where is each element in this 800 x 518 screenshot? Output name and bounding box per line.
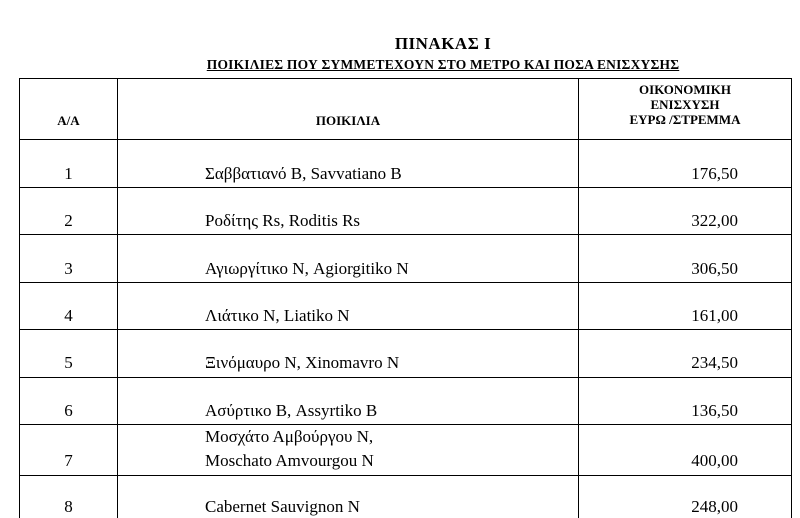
variety-name: Cabernet Sauvignon N xyxy=(205,497,360,516)
row-number: 7 xyxy=(64,451,73,470)
header-aa: Α/Α xyxy=(57,113,80,128)
header-divider xyxy=(19,139,792,140)
support-amount: 400,00 xyxy=(691,451,738,470)
row-number: 1 xyxy=(64,164,73,183)
support-amount: 322,00 xyxy=(691,211,738,230)
support-amount: 161,00 xyxy=(691,306,738,325)
header-support xyxy=(579,82,791,127)
variety-name-line1: Μοσχάτο Αμβούργου Ν, xyxy=(205,427,374,446)
support-amount: 248,00 xyxy=(691,497,738,516)
variety-name: Ξινόμαυρο Ν, Xinomavro N xyxy=(205,353,400,372)
header-support-line2: ΕΝΙΣΧΥΣΗ xyxy=(650,97,720,112)
col-divider xyxy=(117,78,118,518)
table-border-top xyxy=(19,78,792,79)
header-variety: ΠΟΙΚΙΛΙΑ xyxy=(315,113,381,128)
support-amount: 234,50 xyxy=(691,353,738,372)
document-subtitle: ΠΟΙΚΙΛΙΕΣ ΠΟΥ ΣΥΜΜΕΤΕΧΟΥΝ ΣΤΟ ΜΕΤΡΟ ΚΑΙ ΠΟΣΑ ΕΝΙΣΧΥΣΗΣ xyxy=(206,57,680,72)
support-amount: 306,50 xyxy=(691,259,738,278)
variety-name: Ροδίτης Rs, Roditis Rs xyxy=(205,211,361,230)
row-divider xyxy=(19,282,792,283)
row-divider xyxy=(19,187,792,188)
row-number: 2 xyxy=(64,211,73,230)
support-amount: 136,50 xyxy=(691,401,738,420)
row-number: 6 xyxy=(64,401,73,420)
col-border-right xyxy=(791,78,792,518)
variety-name: Ασύρτικο Β, Assyrtiko B xyxy=(205,401,378,420)
row-divider xyxy=(19,424,792,425)
row-number: 8 xyxy=(64,497,73,516)
row-divider xyxy=(19,329,792,330)
row-divider xyxy=(19,234,792,235)
row-number: 3 xyxy=(64,259,73,278)
variety-name: Λιάτικο Ν, Liatiko N xyxy=(205,306,350,325)
header-support-line1: ΟΙΚΟΝΟΜΙΚΗ xyxy=(639,82,731,97)
support-amount: 176,50 xyxy=(691,164,738,183)
row-number: 4 xyxy=(64,306,73,325)
header-support-line3: ΕΥΡΩ /ΣΤΡΕΜΜΑ xyxy=(629,112,741,127)
variety-name: Αγιωργίτικο Ν, Agiorgitiko N xyxy=(205,259,409,278)
document-title: ΠΙΝΑΚΑΣ Ι xyxy=(394,34,492,53)
row-number: 5 xyxy=(64,353,73,372)
variety-name: Σαββατιανό Β, Savvatiano B xyxy=(205,164,402,183)
row-divider xyxy=(19,475,792,476)
variety-name-line2: Moschato Amvourgou N xyxy=(205,451,374,470)
row-divider xyxy=(19,377,792,378)
